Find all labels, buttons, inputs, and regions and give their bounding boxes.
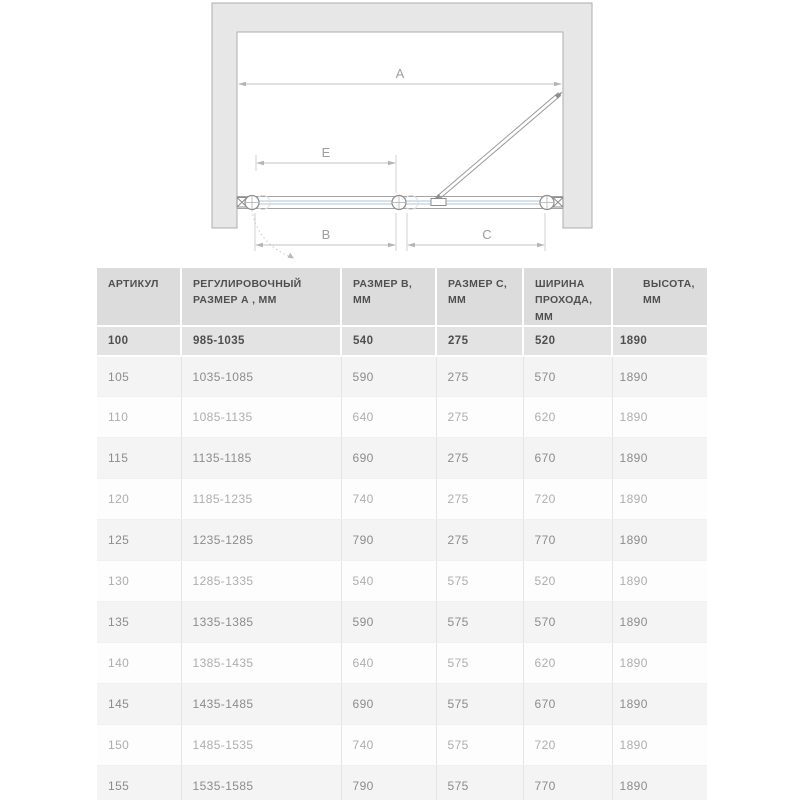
- table-row: [97, 479, 707, 520]
- cell-passage-width: 570: [523, 602, 612, 643]
- cell-size-b: 590: [341, 602, 436, 643]
- cell-passage-width: 520: [523, 326, 612, 356]
- header-row: [97, 268, 707, 326]
- cell-articul: 155: [97, 766, 181, 800]
- cell-size-b: 790: [341, 520, 436, 561]
- dimension-c-label: C: [482, 227, 492, 242]
- cell-articul: 150: [97, 725, 181, 766]
- dimension-b-arrow-left: [255, 243, 263, 247]
- cell-size-a: 1035-1085: [181, 356, 341, 397]
- cell-height: 1890: [612, 520, 707, 561]
- cell-size-c: 575: [436, 684, 523, 725]
- niche-diagram: [0, 0, 800, 266]
- column-header-passage-width: ШИРИНА ПРОХОДА, ММ: [523, 268, 612, 326]
- cell-height: 1890: [612, 397, 707, 438]
- cell-size-b: 640: [341, 643, 436, 684]
- wall-outline: [212, 3, 592, 228]
- cell-size-c: 575: [436, 561, 523, 602]
- cell-size-b: 540: [341, 326, 436, 356]
- dimension-b-arrow-right: [388, 243, 396, 247]
- cell-articul: 125: [97, 520, 181, 561]
- cell-size-a: 985-1035: [181, 326, 341, 356]
- cell-size-a: 1335-1385: [181, 602, 341, 643]
- size-table-body: [97, 326, 707, 800]
- column-header-height: ВЫСОТА, ММ: [612, 268, 707, 326]
- cell-size-b: 690: [341, 684, 436, 725]
- cell-size-a: 1185-1235: [181, 479, 341, 520]
- cell-articul: 145: [97, 684, 181, 725]
- cell-articul: 105: [97, 356, 181, 397]
- cell-passage-width: 720: [523, 725, 612, 766]
- cell-height: 1890: [612, 602, 707, 643]
- table-row: [97, 356, 707, 397]
- cell-size-a: 1235-1285: [181, 520, 341, 561]
- swing-arc: [252, 210, 291, 257]
- table-row: [97, 725, 707, 766]
- cell-articul: 100: [97, 326, 181, 356]
- cell-size-b: 640: [341, 397, 436, 438]
- cell-passage-width: 620: [523, 397, 612, 438]
- cell-passage-width: 570: [523, 356, 612, 397]
- cell-height: 1890: [612, 766, 707, 800]
- cell-size-a: 1285-1335: [181, 561, 341, 602]
- cell-height: 1890: [612, 561, 707, 602]
- cell-passage-width: 520: [523, 561, 612, 602]
- cell-height: 1890: [612, 479, 707, 520]
- door-hinge: [431, 199, 446, 206]
- cell-size-a: 1485-1535: [181, 725, 341, 766]
- cell-size-b: 740: [341, 479, 436, 520]
- roller-right: [540, 196, 554, 210]
- cell-articul: 140: [97, 643, 181, 684]
- cell-size-a: 1535-1585: [181, 766, 341, 800]
- cell-size-c: 575: [436, 643, 523, 684]
- door-panel-open: [436, 93, 562, 201]
- dimension-e-arrow-left: [256, 161, 264, 165]
- cell-size-c: 575: [436, 725, 523, 766]
- cell-height: 1890: [612, 356, 707, 397]
- cell-size-b: 690: [341, 438, 436, 479]
- cell-passage-width: 670: [523, 684, 612, 725]
- cell-size-b: 590: [341, 356, 436, 397]
- cell-height: 1890: [612, 438, 707, 479]
- cell-size-a: 1085-1135: [181, 397, 341, 438]
- cell-articul: 120: [97, 479, 181, 520]
- cell-size-c: 275: [436, 356, 523, 397]
- table-row: [97, 643, 707, 684]
- cell-passage-width: 770: [523, 520, 612, 561]
- dimension-e-arrow-right: [388, 161, 396, 165]
- table-row: [97, 520, 707, 561]
- table-row: [97, 561, 707, 602]
- cell-articul: 115: [97, 438, 181, 479]
- cell-passage-width: 620: [523, 643, 612, 684]
- roller-middle: [392, 196, 406, 210]
- cell-size-c: 275: [436, 326, 523, 356]
- cell-size-c: 275: [436, 520, 523, 561]
- dimension-c-arrow-right: [537, 243, 545, 247]
- dimension-b-label: B: [321, 227, 331, 242]
- cell-size-c: 275: [436, 397, 523, 438]
- dimension-c-arrow-left: [407, 243, 415, 247]
- cell-height: 1890: [612, 326, 707, 356]
- cell-passage-width: 770: [523, 766, 612, 800]
- table-row: [97, 766, 707, 800]
- dimension-a-arrow-right: [554, 82, 562, 87]
- table-row: [97, 326, 707, 356]
- cell-height: 1890: [612, 684, 707, 725]
- cell-size-b: 790: [341, 766, 436, 800]
- column-header-size-b: РАЗМЕР B, ММ: [341, 268, 436, 326]
- table-row: [97, 684, 707, 725]
- cell-articul: 130: [97, 561, 181, 602]
- cell-size-c: 575: [436, 766, 523, 800]
- cell-size-b: 540: [341, 561, 436, 602]
- dimension-a-label: A: [395, 66, 405, 81]
- cell-passage-width: 670: [523, 438, 612, 479]
- table-row: [97, 397, 707, 438]
- dimension-a-arrow-left: [238, 82, 246, 87]
- cell-passage-width: 720: [523, 479, 612, 520]
- cell-size-c: 575: [436, 602, 523, 643]
- table-row: [97, 602, 707, 643]
- cell-size-a: 1385-1435: [181, 643, 341, 684]
- cell-size-c: 275: [436, 479, 523, 520]
- cell-size-a: 1135-1185: [181, 438, 341, 479]
- cell-articul: 135: [97, 602, 181, 643]
- cell-size-c: 275: [436, 438, 523, 479]
- roller-left: [245, 196, 259, 210]
- size-table-header: [97, 268, 707, 326]
- dimension-e-label: E: [321, 145, 331, 160]
- cell-size-b: 740: [341, 725, 436, 766]
- cell-height: 1890: [612, 725, 707, 766]
- size-table: [97, 268, 707, 800]
- cell-size-a: 1435-1485: [181, 684, 341, 725]
- cell-height: 1890: [612, 643, 707, 684]
- column-header-size-a: РЕГУЛИРОВОЧНЫЙ РАЗМЕР А , ММ: [181, 268, 341, 326]
- column-header-size-c: РАЗМЕР C, ММ: [436, 268, 523, 326]
- cell-articul: 110: [97, 397, 181, 438]
- column-header-articul: АРТИКУЛ: [97, 268, 181, 326]
- table-row: [97, 438, 707, 479]
